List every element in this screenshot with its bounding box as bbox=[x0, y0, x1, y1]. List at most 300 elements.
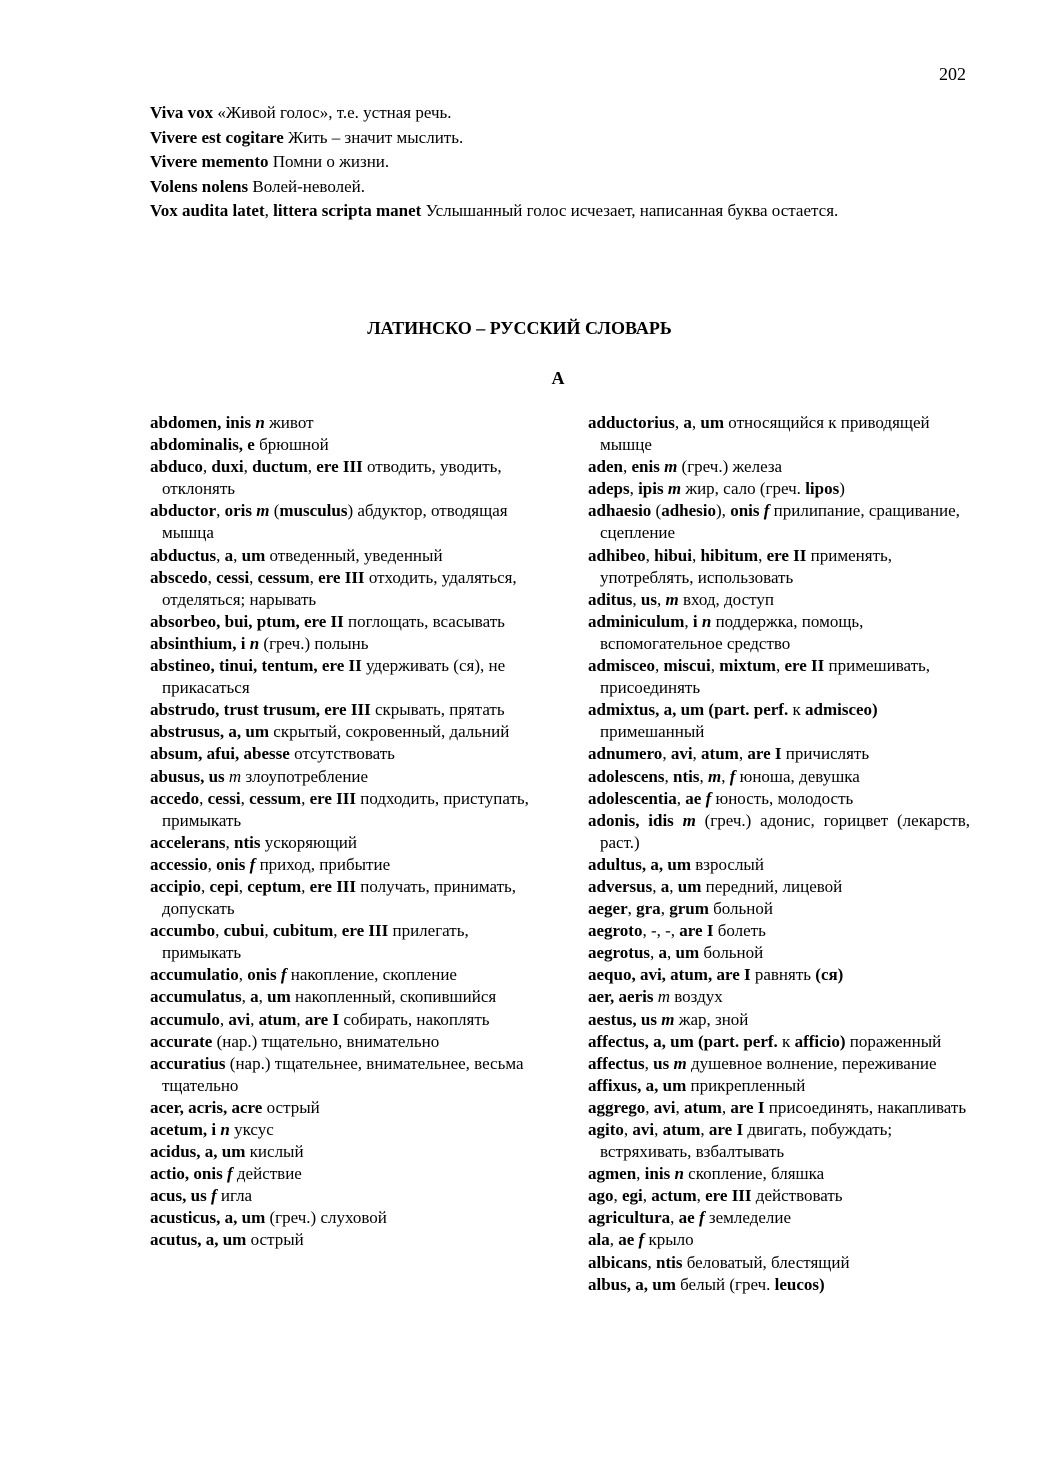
term-text: accedo bbox=[150, 788, 200, 808]
term-text: absinthium, i bbox=[150, 633, 250, 653]
gloss-text: , bbox=[623, 1120, 633, 1139]
gender-mark: f bbox=[763, 501, 770, 521]
term-text: atum bbox=[701, 744, 739, 764]
proverb-line bbox=[150, 101, 930, 126]
term-text: acutus, a, um bbox=[150, 1230, 247, 1250]
gloss-text: отходить, удаляться, отделяться; нарывать bbox=[162, 567, 517, 609]
gloss-text: , bbox=[258, 987, 268, 1007]
term-text: ceptum bbox=[247, 876, 302, 896]
gloss-text: , bbox=[225, 832, 235, 852]
gloss-text: земледелие bbox=[704, 1208, 792, 1228]
gloss-text: , bbox=[721, 766, 730, 786]
gloss-text: причислять bbox=[781, 744, 870, 764]
dictionary-entry bbox=[150, 456, 545, 500]
term-text: adminiculum bbox=[588, 611, 685, 631]
term-text: onis bbox=[216, 854, 250, 874]
term-text: avi bbox=[670, 744, 693, 764]
term-text: abstrudo, trust trusum, ere III bbox=[150, 700, 371, 720]
gloss-text: острый bbox=[246, 1230, 304, 1250]
term-text: cessi bbox=[216, 567, 250, 587]
term-text: i bbox=[692, 611, 702, 631]
term-text: affixus, a, um bbox=[588, 1075, 687, 1095]
term-text: accumulatus bbox=[150, 987, 242, 1007]
term-text: ntis bbox=[234, 832, 261, 852]
gloss-text: , bbox=[696, 1186, 706, 1206]
dictionary-entry bbox=[588, 611, 970, 655]
gloss-text: , bbox=[699, 766, 708, 786]
term-text: adnumero bbox=[588, 744, 663, 764]
term-text: a bbox=[658, 943, 668, 963]
gloss-text: , bbox=[674, 413, 684, 432]
term-text: us bbox=[640, 589, 657, 609]
dictionary-entry bbox=[588, 898, 970, 920]
term-text: inis bbox=[644, 1164, 675, 1184]
gender-mark: m bbox=[256, 501, 270, 521]
gloss-text: , bbox=[199, 788, 208, 808]
term-text: admisceo) bbox=[804, 700, 878, 720]
term-text: um bbox=[267, 987, 291, 1007]
dictionary-entry bbox=[588, 1075, 970, 1097]
term-text: Vivere est cogitare bbox=[150, 127, 284, 147]
term-text: leucos) bbox=[774, 1274, 825, 1294]
gloss-text: прилегать, примыкать bbox=[162, 921, 469, 963]
gloss-text: к bbox=[777, 1031, 795, 1051]
gloss-text: скрывать, прятать bbox=[370, 700, 505, 720]
dictionary-entry bbox=[588, 876, 970, 898]
gloss-text: злоупотребление bbox=[241, 766, 369, 786]
gloss-text: (нар.) тщательнее, внимательнее, весьма тщательно bbox=[162, 1053, 524, 1095]
term-text: agito bbox=[588, 1120, 624, 1139]
gloss-text: удерживать (ся), не прикасаться bbox=[162, 656, 506, 698]
term-text: ntis bbox=[656, 1252, 683, 1272]
dictionary-entry bbox=[588, 743, 970, 765]
gender-mark: m bbox=[682, 810, 696, 830]
gloss-text: , bbox=[660, 899, 670, 919]
term-text: accumbo bbox=[150, 921, 216, 941]
term-text: cepi bbox=[209, 876, 239, 896]
gender-mark: m bbox=[657, 987, 670, 1007]
term-text: abductus bbox=[150, 545, 217, 565]
gloss-text: брюшной bbox=[254, 435, 329, 455]
gloss-text: , bbox=[645, 1097, 654, 1117]
gender-mark: m bbox=[664, 457, 678, 477]
gloss-text: душевное волнение, переживание bbox=[686, 1053, 937, 1073]
gloss-text: , bbox=[201, 876, 210, 896]
gloss-text: присоединять, накапливать bbox=[764, 1097, 967, 1117]
dictionary-entry bbox=[150, 964, 545, 986]
dictionary-entry bbox=[588, 1274, 970, 1296]
gloss-text: Услышанный голос исчезает, написанная буква остается. bbox=[421, 201, 839, 220]
term-text: affectus, a, um (part. perf. bbox=[588, 1031, 778, 1051]
gloss-text: ускоряющий bbox=[260, 832, 357, 852]
dictionary-entry bbox=[150, 699, 545, 721]
gloss-text: прикрепленный bbox=[686, 1075, 806, 1095]
gloss-text: , bbox=[613, 1186, 622, 1206]
dictionary-entry bbox=[150, 1053, 545, 1097]
term-text: ere III bbox=[341, 921, 389, 941]
gloss-text: передний, лицевой bbox=[701, 876, 843, 896]
gloss-text: , bbox=[622, 457, 632, 477]
term-text: abscedo bbox=[150, 567, 208, 587]
gloss-text: , bbox=[654, 1120, 663, 1139]
gloss-text: больной bbox=[699, 943, 764, 963]
term-text: a bbox=[660, 876, 670, 896]
gloss-text: применять, употреблять, использовать bbox=[600, 545, 893, 587]
dictionary-entry bbox=[588, 986, 970, 1008]
dictionary-entry bbox=[150, 500, 545, 544]
term-text: aequo, avi, atum, are I bbox=[588, 965, 751, 985]
gloss-text: жар, зной bbox=[674, 1009, 749, 1029]
dictionary-entry bbox=[150, 655, 545, 699]
gloss-text: подходить, приступать, примыкать bbox=[162, 788, 529, 830]
term-text: actio, onis bbox=[150, 1164, 227, 1184]
gloss-text: кислый bbox=[245, 1142, 304, 1162]
dictionary-entry bbox=[150, 920, 545, 964]
gloss-text: , bbox=[675, 1097, 685, 1117]
term-text: ae bbox=[685, 788, 706, 808]
gloss-text: , bbox=[301, 788, 310, 808]
term-text: abductor bbox=[150, 501, 217, 521]
gender-mark: m bbox=[707, 766, 722, 786]
gloss-text: , bbox=[676, 788, 686, 808]
gloss-text: поглощать, всасывать bbox=[343, 611, 505, 631]
gloss-text: , bbox=[238, 965, 248, 985]
gender-mark: f bbox=[280, 965, 287, 985]
term-text: egi bbox=[622, 1186, 643, 1206]
gloss-text: , bbox=[758, 545, 767, 565]
gloss-text: , bbox=[691, 545, 701, 565]
term-text: ipis bbox=[638, 479, 668, 499]
gloss-text: , bbox=[207, 854, 217, 874]
gloss-text: вход, доступ bbox=[678, 589, 774, 609]
term-text: ntis bbox=[673, 766, 700, 786]
proverb-list bbox=[150, 101, 930, 224]
dictionary-entry bbox=[150, 1185, 545, 1207]
gloss-text: Волей-неволей. bbox=[248, 176, 365, 196]
dictionary-entry bbox=[588, 766, 970, 788]
gloss-text: , bbox=[662, 744, 671, 764]
term-text: cessi bbox=[207, 788, 241, 808]
gloss-text: , bbox=[655, 656, 664, 676]
term-text: albicans bbox=[588, 1252, 648, 1272]
term-text: admisceo bbox=[588, 656, 656, 676]
dictionary-entry bbox=[150, 1119, 545, 1141]
dictionary-entry bbox=[588, 810, 970, 854]
gloss-text: , bbox=[609, 1230, 619, 1250]
dictionary-entry bbox=[150, 633, 545, 655]
term-text: atum bbox=[684, 1097, 722, 1117]
dictionary-entry bbox=[588, 412, 970, 456]
gloss-text: накопленный, скопившийся bbox=[290, 987, 497, 1007]
term-text: abstrusus, a, um bbox=[150, 722, 270, 742]
gender-mark: m bbox=[228, 766, 242, 786]
dictionary-entry bbox=[150, 788, 545, 832]
term-text: accipio bbox=[150, 876, 201, 896]
dictionary-entry bbox=[588, 478, 970, 500]
gloss-text: ) абдуктор, отводящая мышца bbox=[162, 501, 508, 543]
gloss-text: получать, принимать, допускать bbox=[162, 876, 517, 919]
term-text: are I bbox=[708, 1120, 744, 1139]
term-text: ere III bbox=[316, 457, 363, 477]
dictionary-entry bbox=[588, 1163, 970, 1185]
term-text: acus, us bbox=[150, 1186, 211, 1206]
term-text: hibui bbox=[654, 545, 692, 565]
gloss-text: Помни о жизни. bbox=[268, 152, 390, 171]
page-number: 202 bbox=[939, 64, 966, 84]
gloss-text: взрослый bbox=[690, 854, 764, 874]
dictionary-entry bbox=[150, 611, 545, 633]
term-text: avi bbox=[632, 1120, 655, 1139]
dictionary-entry bbox=[150, 1229, 545, 1251]
dictionary-entry bbox=[150, 567, 545, 611]
term-text: enis bbox=[631, 457, 665, 477]
gloss-text: , bbox=[296, 1009, 305, 1029]
dictionary-entry bbox=[588, 854, 970, 876]
gloss-text: , bbox=[738, 744, 748, 764]
term-text: um bbox=[241, 545, 266, 565]
gloss-text: , bbox=[632, 589, 641, 609]
term-text: cessum bbox=[257, 567, 310, 587]
dictionary-entry bbox=[150, 1031, 545, 1053]
term-text: adhibeo bbox=[588, 545, 646, 565]
gloss-text: , bbox=[657, 589, 666, 609]
gloss-text: , bbox=[243, 457, 253, 477]
gloss-text: собирать, накоплять bbox=[339, 1009, 490, 1029]
gloss-text: отводить, уводить, отклонять bbox=[162, 457, 502, 499]
gloss-text: , bbox=[684, 611, 693, 631]
term-text: avi bbox=[228, 1009, 251, 1029]
term-text: agricultura bbox=[588, 1208, 671, 1228]
term-text: acusticus, a, um bbox=[150, 1208, 266, 1228]
term-text: aegroto bbox=[588, 921, 643, 941]
gloss-text: юность, молодость bbox=[711, 788, 854, 808]
term-text: ala bbox=[588, 1230, 610, 1250]
gloss-text: , bbox=[627, 899, 637, 919]
gender-mark: f bbox=[698, 1208, 705, 1228]
term-text: abduco bbox=[150, 457, 203, 477]
gloss-text: , bbox=[721, 1097, 731, 1117]
gender-mark: f bbox=[210, 1186, 217, 1206]
term-text: ae bbox=[678, 1208, 699, 1228]
term-text: abstineo, tinui, tentum, ere II bbox=[150, 656, 362, 676]
gloss-text: , bbox=[240, 788, 250, 808]
term-text: absum, afui, abesse bbox=[150, 744, 290, 764]
gloss-text: острый bbox=[262, 1097, 320, 1117]
term-text: gra bbox=[636, 899, 661, 919]
term-text: ago bbox=[588, 1186, 614, 1206]
term-text: adolescens bbox=[588, 766, 665, 786]
term-text: duxi bbox=[211, 457, 244, 477]
gloss-text: больной bbox=[708, 899, 773, 919]
term-text: accessio bbox=[150, 854, 208, 874]
dictionary-entry bbox=[588, 1119, 970, 1163]
gloss-text: живот bbox=[264, 413, 314, 432]
gender-mark: f bbox=[226, 1164, 233, 1184]
gloss-text: , bbox=[249, 567, 258, 587]
proverb-line bbox=[150, 175, 930, 200]
term-text: adonis, idis bbox=[588, 810, 683, 830]
term-text: adhaesio bbox=[588, 501, 652, 521]
dictionary-entry bbox=[588, 1185, 970, 1207]
dictionary-entry bbox=[150, 434, 545, 456]
gloss-text: , bbox=[691, 413, 701, 432]
gender-mark: f bbox=[638, 1230, 645, 1250]
proverb-line bbox=[150, 199, 930, 224]
term-text: miscui bbox=[663, 656, 711, 676]
term-text: um bbox=[677, 876, 702, 896]
term-text: adhesio bbox=[661, 501, 717, 521]
term-text: aegrotus bbox=[588, 943, 651, 963]
term-text: aden bbox=[588, 457, 623, 477]
term-text: accuratius bbox=[150, 1053, 226, 1073]
gloss-text: , bbox=[647, 1252, 657, 1272]
gloss-text: , bbox=[238, 876, 248, 896]
gloss-text: , bbox=[650, 943, 659, 963]
term-text: mixtum bbox=[719, 656, 776, 676]
dictionary-entry bbox=[150, 743, 545, 765]
dictionary-letter-heading: А bbox=[551, 368, 565, 388]
gender-mark: m bbox=[667, 479, 682, 499]
term-text: are I bbox=[304, 1009, 340, 1029]
gloss-text: , bbox=[307, 457, 317, 477]
term-text: grum bbox=[669, 899, 709, 919]
term-text: adolescentia bbox=[588, 788, 677, 808]
term-text: (ся) bbox=[815, 965, 844, 985]
gloss-text: Жить – значит мыслить. bbox=[283, 127, 464, 147]
dictionary-entry bbox=[150, 876, 545, 920]
gloss-text: отведенный, уведенный bbox=[265, 545, 443, 565]
term-text: Viva vox bbox=[150, 103, 214, 122]
gloss-text: жир, сало (греч. bbox=[681, 479, 806, 499]
gloss-text: ), bbox=[716, 501, 731, 521]
term-text: atum bbox=[662, 1120, 701, 1139]
term-text: actum bbox=[651, 1186, 697, 1206]
gloss-text: , bbox=[775, 656, 785, 676]
term-text: adultus, a, um bbox=[588, 854, 691, 874]
gloss-text: , bbox=[309, 567, 319, 587]
gender-mark: n bbox=[701, 611, 712, 631]
dictionary-entry bbox=[150, 1097, 545, 1119]
gender-mark: m bbox=[673, 1053, 687, 1073]
term-text: absorbeo, bui, ptum, ere II bbox=[150, 611, 344, 631]
term-text: abdominalis, e bbox=[150, 435, 255, 455]
gender-mark: n bbox=[249, 633, 260, 653]
gloss-text: действовать bbox=[751, 1186, 843, 1206]
term-text: ae bbox=[618, 1230, 639, 1250]
gloss-text: , bbox=[301, 876, 310, 896]
gloss-text: , bbox=[669, 876, 678, 896]
gloss-text: белый (греч. bbox=[675, 1274, 775, 1294]
gloss-text: , bbox=[645, 545, 655, 565]
gloss-text: (греч.) адонис, горицвет (лекарств, раст.) bbox=[600, 810, 971, 852]
dictionary-entry bbox=[150, 832, 545, 854]
term-text: Volens nolens bbox=[150, 176, 249, 196]
gloss-text: (нар.) тщательно, внимательно bbox=[212, 1031, 440, 1051]
term-text: a bbox=[224, 545, 234, 565]
gloss-text: скопление, бляшка bbox=[683, 1164, 825, 1184]
gloss-text: , bbox=[644, 1053, 654, 1073]
dictionary-column-right bbox=[588, 412, 970, 1296]
gloss-text: болеть bbox=[713, 921, 766, 941]
term-text: are I bbox=[679, 921, 714, 941]
dictionary-entry bbox=[150, 854, 545, 876]
gloss-text: , bbox=[216, 545, 225, 565]
dictionary-entry bbox=[588, 788, 970, 810]
gloss-text: равнять bbox=[750, 965, 816, 985]
term-text: um bbox=[675, 943, 700, 963]
gloss-text: , bbox=[629, 479, 639, 499]
dictionary-entry bbox=[150, 766, 545, 788]
proverb-line bbox=[150, 150, 930, 175]
gloss-text: скрытый, сокровенный, дальний bbox=[269, 722, 510, 742]
gloss-text: двигать, побуждать; встряхивать, взбалтывать bbox=[600, 1120, 893, 1162]
gloss-text: крыло bbox=[644, 1230, 694, 1250]
gloss-text: ( bbox=[269, 501, 280, 521]
gloss-text: , bbox=[202, 457, 212, 477]
term-text: ductum bbox=[252, 457, 308, 477]
gloss-text: , bbox=[215, 921, 224, 941]
term-text: avi bbox=[653, 1097, 676, 1117]
term-text: onis bbox=[247, 965, 281, 985]
gloss-text: , bbox=[700, 1120, 709, 1139]
term-text: cubitum bbox=[272, 921, 334, 941]
term-text: aeger bbox=[588, 899, 628, 919]
term-text: acidus, a, um bbox=[150, 1142, 246, 1162]
term-text: accumulatio bbox=[150, 965, 239, 985]
gloss-text: , bbox=[219, 1009, 229, 1029]
gloss-text: , bbox=[667, 943, 676, 963]
gloss-text: накопление, скопление bbox=[286, 965, 457, 985]
dictionary-entry bbox=[588, 1207, 970, 1229]
gloss-text: действие bbox=[232, 1164, 302, 1184]
term-text: afficio) bbox=[794, 1031, 846, 1051]
gender-mark: m bbox=[661, 1009, 675, 1029]
term-text: adductorius bbox=[588, 413, 675, 432]
term-text: albus, a, um bbox=[588, 1274, 676, 1294]
term-text: cessum bbox=[249, 788, 302, 808]
gloss-text: , bbox=[710, 656, 720, 676]
term-text: aestus, us bbox=[588, 1009, 662, 1029]
gender-mark: f bbox=[729, 766, 736, 786]
term-text: Vivere memento bbox=[150, 152, 269, 171]
term-text: hibitum bbox=[700, 545, 759, 565]
term-text: littera scripta manet bbox=[273, 201, 422, 220]
gloss-text: , bbox=[652, 876, 661, 896]
term-text: aer, aeris bbox=[588, 987, 658, 1007]
term-text: ere III bbox=[318, 567, 365, 587]
dictionary-entry bbox=[588, 456, 970, 478]
gloss-text: , bbox=[670, 1208, 679, 1228]
dictionary-entry bbox=[588, 500, 970, 544]
gloss-text: пораженный bbox=[845, 1031, 942, 1051]
term-text: ere II bbox=[766, 545, 807, 565]
dictionary-column-left bbox=[150, 412, 545, 1252]
term-text: us bbox=[653, 1053, 674, 1073]
gloss-text: , bbox=[250, 1009, 259, 1029]
gloss-text: , bbox=[642, 1186, 652, 1206]
term-text: abusus, us bbox=[150, 766, 229, 786]
dictionary-entry bbox=[588, 545, 970, 589]
dictionary-entry bbox=[588, 1097, 970, 1119]
gender-mark: n bbox=[220, 1120, 230, 1139]
dictionary-entry bbox=[150, 986, 545, 1008]
gloss-text: примешивать, присоединять bbox=[600, 656, 931, 698]
gloss-text: , bbox=[207, 567, 217, 587]
gloss-text: прилипание, сращивание, сцепление bbox=[600, 501, 960, 543]
term-text: ere II bbox=[784, 656, 825, 676]
term-text: abdomen, inis bbox=[150, 413, 256, 432]
gloss-text: примешанный bbox=[600, 722, 705, 742]
